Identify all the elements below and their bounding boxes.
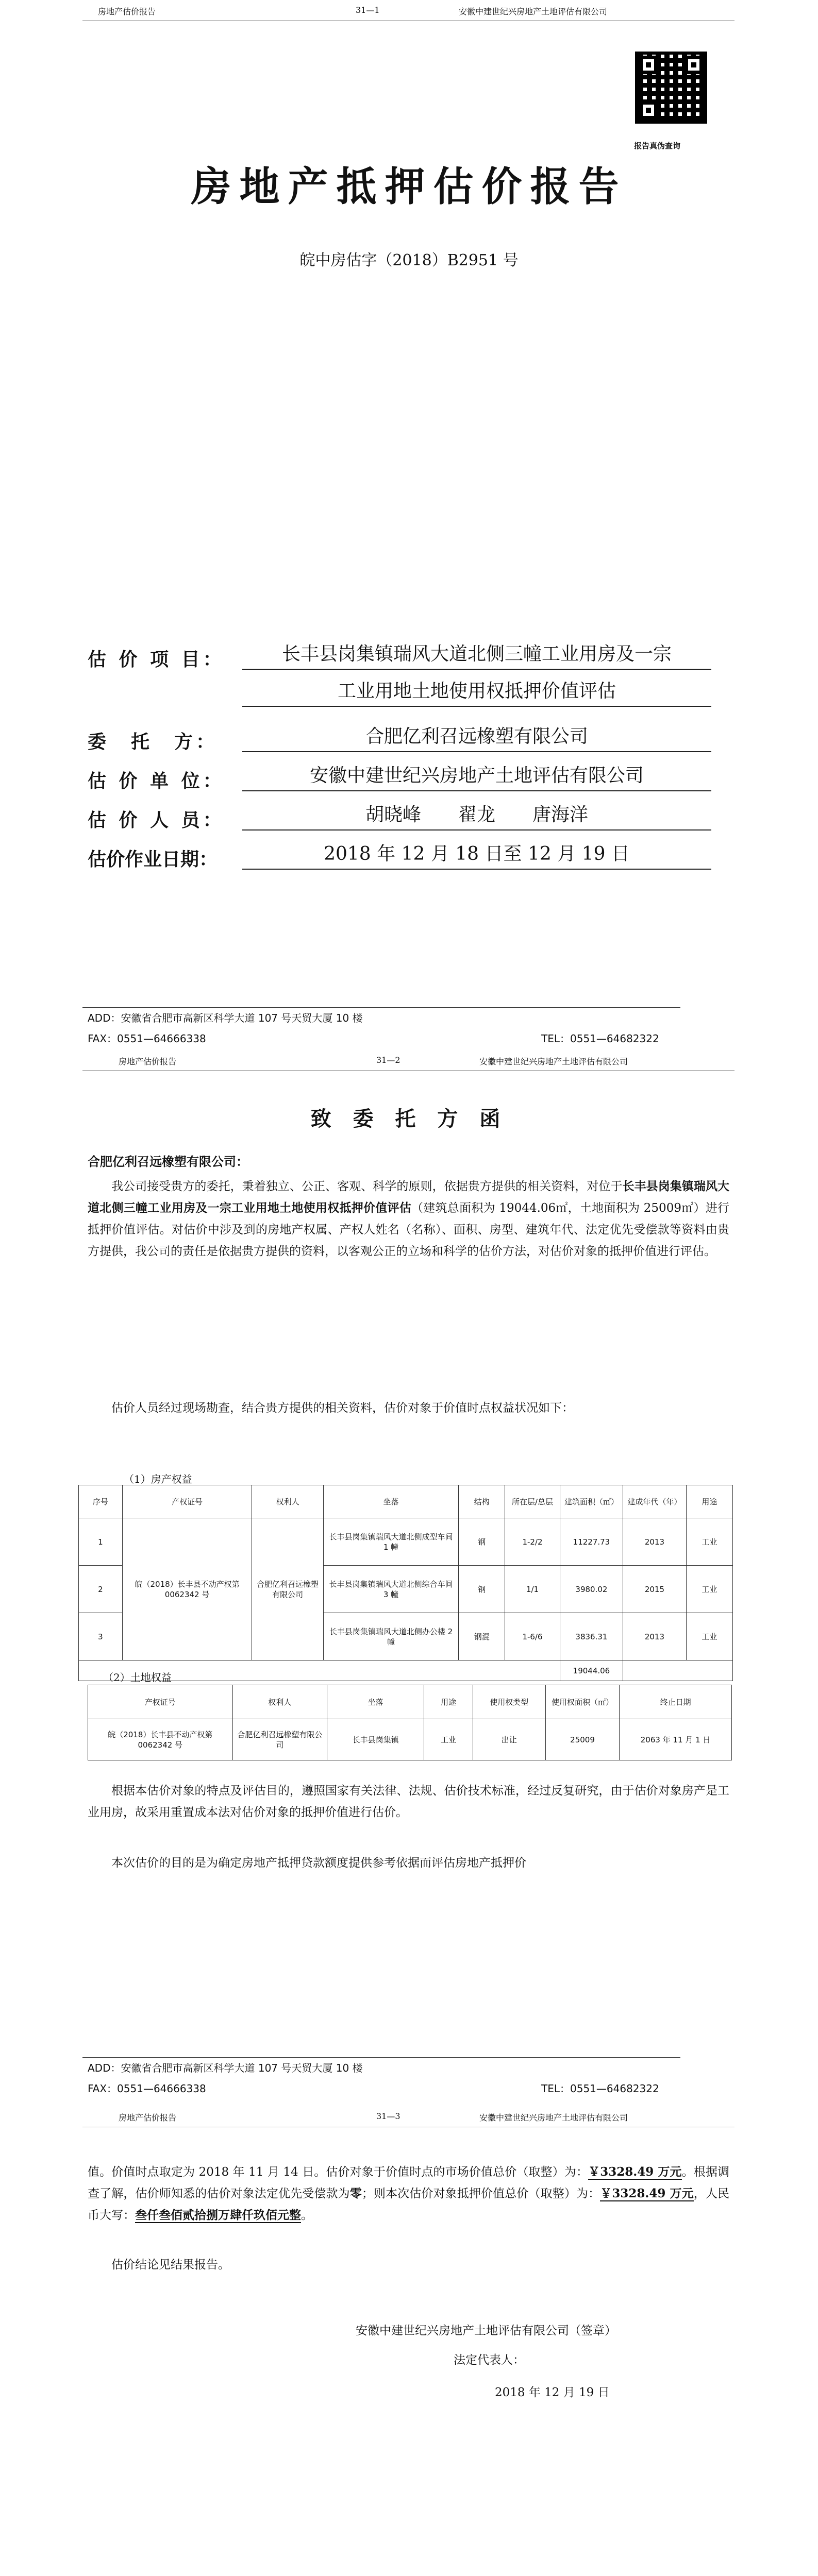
table-cell: 2063 年 11 月 1 日 [620, 1719, 732, 1760]
table-header: 使用权类型 [473, 1685, 545, 1719]
table2-caption: （2）土地权益 [103, 1671, 172, 1684]
table-cell: 3 [79, 1613, 123, 1660]
field-value-staff: 胡晓峰 翟龙 唐海洋 [242, 803, 711, 831]
footer-tel: TEL：0551—64682322 [541, 1032, 659, 1045]
field-value-project-line2: 工业用地土地使用权抵押价值评估 [242, 679, 711, 707]
table-cell: 3980.02 [560, 1566, 623, 1613]
table-cell: 11227.73 [560, 1518, 623, 1566]
field-label-project: 估 价 项 目： [88, 649, 225, 670]
page-header-right: 安徽中建世纪兴房地产土地评估有限公司 [479, 2113, 628, 2123]
intro-text-2: （建筑总面积为 19044.06㎡，土地面积为 25009㎡）进行抵押价值评估。对估价中涉及到的房地产权属、产权人姓名（名称）、面积、房型、建筑年代、法定优先受偿款等资料由贵方提供，我公司的责任是依据贵方提供的资料，以客观公正的立场和科学的估价方法，对估价对象的抵押价值进行评估。 [88, 1201, 729, 1258]
value-text-1: 值。价值时点取定为 2018 年 11 月 14 日。估价对象于价值时点的市场价值总价（取整）为： [88, 2165, 589, 2179]
page-header-left: 房地产估价报告 [119, 2113, 177, 2123]
table-header: 坐落 [327, 1685, 424, 1719]
value-text-5: 。 [301, 2209, 313, 2222]
table-header: 建成年代（年） [623, 1485, 686, 1518]
table-cell: 皖（2018）长丰县不动产权第 0062342 号 [88, 1719, 233, 1760]
letter-paragraph-intro [88, 1176, 729, 1262]
footer-rule [82, 2057, 680, 2058]
table-cell: 长丰县岗集镇瑞风大道北侧综合车间 3 幢 [323, 1566, 458, 1613]
table-header: 用途 [424, 1685, 473, 1719]
table-cell: 工业 [686, 1518, 732, 1566]
footer-tel: TEL：0551—64682322 [541, 2082, 659, 2095]
table-header: 建筑面积（㎡） [560, 1485, 623, 1518]
table-header: 权利人 [252, 1485, 324, 1518]
field-value-client: 合肥亿利召远橡塑有限公司 [242, 724, 711, 752]
table-cell: 钢 [459, 1566, 505, 1613]
field-value-project-line1: 长丰县岗集镇瑞风大道北侧三幢工业用房及一宗 [242, 642, 711, 670]
footer-rule [82, 1007, 680, 1008]
field-value-appraiser: 安徽中建世纪兴房地产土地评估有限公司 [242, 764, 711, 791]
table-cell: 工业 [686, 1566, 732, 1613]
priority-claims: 零 [349, 2187, 362, 2200]
table-cell: 25009 [545, 1719, 619, 1760]
field-label-client: 委 托 方： [88, 731, 218, 753]
letter-paragraph-method: 根据本估价对象的特点及评估目的，遵照国家有关法律、法规、估价技术标准，经过反复研究，由于估价对象房产是工业用房，故采用重置成本法对估价对象的抵押价值进行估价。 [88, 1784, 729, 1819]
property-rights-table [78, 1485, 733, 1681]
table-header: 用途 [686, 1485, 732, 1518]
table-header: 结构 [459, 1485, 505, 1518]
intro-text-1: 我公司接受贵方的委托，秉着独立、公正、客观、科学的原则，依据贵方提供的相关资料，对位于 [111, 1180, 623, 1193]
table-cell: 长丰县岗集镇瑞风大道北侧办公楼 2 幢 [323, 1613, 458, 1660]
page-header-right: 安徽中建世纪兴房地产土地评估有限公司 [479, 1057, 628, 1066]
land-rights-table [88, 1685, 732, 1760]
table-cell: 工业 [424, 1719, 473, 1760]
mortgage-value: ￥3328.49 万元 [600, 2187, 694, 2200]
letter-paragraph-purpose: 本次估价的目的是为确定房地产抵押贷款额度提供参考依据而评估房地产抵押价 [111, 1856, 526, 1870]
table-row [79, 1518, 733, 1566]
table-cell: 长丰县岗集镇 [327, 1719, 424, 1760]
market-value: ￥3328.49 万元 [588, 2165, 682, 2179]
page-header-right: 安徽中建世纪兴房地产土地评估有限公司 [459, 7, 608, 16]
table-header: 产权证号 [122, 1485, 252, 1518]
table-cell-owner: 合肥亿利召远橡塑有限公司 [252, 1518, 324, 1660]
table-cell: 3836.31 [560, 1613, 623, 1660]
table-cell: 钢混 [459, 1613, 505, 1660]
table-cell: 1-6/6 [505, 1613, 560, 1660]
signature-legal-rep: 法定代表人： [454, 2353, 525, 2367]
page-header-left: 房地产估价报告 [119, 1057, 177, 1066]
field-value-date: 2018 年 12 月 18 日至 12 月 19 日 [242, 842, 711, 870]
page-number: 31—2 [376, 1055, 400, 1065]
table-total-row [79, 1660, 733, 1681]
table1-caption: （1）房产权益 [124, 1473, 192, 1485]
table-cell-empty [623, 1660, 733, 1681]
report-number: 皖中房估字（2018）B2951 号 [299, 251, 519, 269]
field-label-appraiser: 估 价 单 位： [88, 770, 225, 792]
footer-fax: FAX：0551—64666338 [88, 2082, 206, 2095]
page-number: 31—3 [376, 2111, 400, 2121]
table-cell: 1-2/2 [505, 1518, 560, 1566]
letter-paragraph-conclusion: 估价结论见结果报告。 [111, 2258, 230, 2272]
table-cell: 长丰县岗集镇瑞风大道北侧成型车间 1 幢 [323, 1518, 458, 1566]
footer-address: ADD：安徽省合肥市高新区科学大道 107 号天贸大厦 10 楼 [88, 2062, 363, 2074]
mortgage-value-in-words: 叁仟叁佰贰拾捌万肆仟玖佰元整 [135, 2208, 301, 2222]
value-text-2: 。根据调查了解，估价师知悉的估价对象法定优先受偿款为 [88, 2165, 730, 2200]
table-header: 使用权面积（㎡） [545, 1685, 619, 1719]
table-cell: 2 [79, 1566, 123, 1613]
intro-project-name: 长丰县岗集镇瑞风大道北侧三幢工业用房及一宗工业用地土地使用权抵押价值评估 [88, 1179, 730, 1215]
signature-date: 2018 年 12 月 19 日 [495, 2386, 610, 2399]
table-cell: 工业 [686, 1613, 732, 1660]
qr-caption: 报告真伪查询 [634, 141, 681, 150]
signature-company: 安徽中建世纪兴房地产土地评估有限公司（签章） [356, 2324, 616, 2337]
table-cell: 1 [79, 1518, 123, 1566]
field-label-date: 估价作业日期： [88, 849, 218, 870]
value-text-3: ；则本次估价对象抵押价值总价（取整）为： [361, 2187, 600, 2200]
table-header: 产权证号 [88, 1685, 233, 1719]
table-cell: 2013 [623, 1613, 686, 1660]
table-header: 序号 [79, 1485, 123, 1518]
letter-addressee: 合肥亿利召远橡塑有限公司： [88, 1154, 248, 1169]
table-cell: 2015 [623, 1566, 686, 1613]
report-title: 房地产抵押估价报告 [191, 163, 627, 210]
letter-title: 致 委 托 方 函 [310, 1107, 508, 1131]
table-cell: 合肥亿利召远橡塑有限公司 [232, 1719, 327, 1760]
page-header-left: 房地产估价报告 [98, 7, 156, 16]
table-cell: 2013 [623, 1518, 686, 1566]
table-header: 终止日期 [620, 1685, 732, 1719]
field-label-staff: 估 价 人 员： [88, 809, 225, 831]
table-cell: 钢 [459, 1518, 505, 1566]
table-row [88, 1719, 732, 1760]
footer-address: ADD：安徽省合肥市高新区科学大道 107 号天贸大厦 10 楼 [88, 1012, 363, 1024]
page-number: 31—1 [356, 5, 380, 15]
table-cell-total: 19044.06 [560, 1660, 623, 1681]
table-cell: 1/1 [505, 1566, 560, 1613]
letter-paragraph-status: 估价人员经过现场勘查，结合贵方提供的相关资料，估价对象于价值时点权益状况如下： [111, 1401, 574, 1415]
value-text-4: ，人民币大写： [88, 2187, 730, 2222]
footer-fax: FAX：0551—64666338 [88, 1032, 206, 1045]
letter-paragraph-value [88, 2161, 729, 2226]
table-cell: 出让 [473, 1719, 545, 1760]
table-header: 权利人 [232, 1685, 327, 1719]
table-cell-cert: 皖（2018）长丰县不动产权第 0062342 号 [122, 1518, 252, 1660]
table-header: 所在层/总层 [505, 1485, 560, 1518]
qr-code-icon [635, 52, 707, 124]
table-header: 坐落 [323, 1485, 458, 1518]
